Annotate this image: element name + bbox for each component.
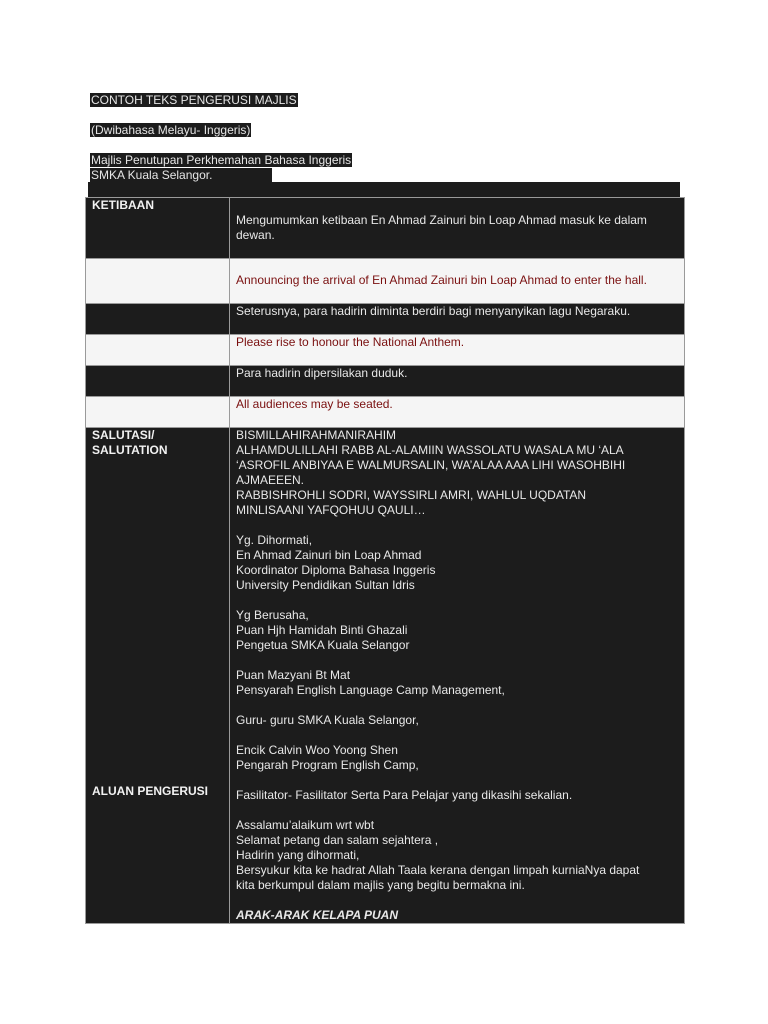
- guest-line: Fasilitator- Fasilitator Serta Para Pelajar yang dikasihi sekalian.: [236, 788, 573, 802]
- event-school-line: SMKA Kuala Selangor.: [90, 168, 272, 182]
- table-row: [86, 335, 685, 366]
- highlight-bar: [88, 182, 680, 197]
- empty-label-cell: [86, 304, 230, 335]
- doa-line: AJMAEEEN.: [236, 473, 305, 487]
- guest-line: Pensyarah English Language Camp Management,: [236, 683, 505, 697]
- empty-label-cell: [86, 259, 230, 304]
- salutation-label-en: SALUTATION: [92, 443, 168, 457]
- table-row: [86, 304, 685, 335]
- empty-label-cell: [86, 335, 230, 366]
- section-heading: ARAK-ARAK KELAPA PUAN: [236, 908, 398, 922]
- guest-line: Puan Hjh Hamidah Binti Ghazali: [236, 623, 408, 637]
- anthem-english: Please rise to honour the National Anthem.: [230, 335, 685, 366]
- guest-line: Yg Berusaha,: [236, 608, 309, 622]
- table-row: [86, 198, 685, 259]
- guest-line: Guru- guru SMKA Kuala Selangor,: [236, 713, 419, 727]
- table-row: [86, 366, 685, 397]
- guest-line: University Pendidikan Sultan Idris: [236, 578, 415, 592]
- doa-line: RABBISHROHLI SODRI, WAYSSIRLI AMRI, WAHLUL UQDATAN: [236, 488, 587, 502]
- empty-label-cell: [86, 397, 230, 428]
- ketibaan-english: Announcing the arrival of En Ahmad Zainuri bin Loap Ahmad to enter the hall.: [230, 259, 685, 304]
- label-ketibaan: KETIBAAN: [86, 198, 230, 259]
- guest-line: Yg. Dihormati,: [236, 533, 313, 547]
- guest-line: Puan Mazyani Bt Mat: [236, 668, 351, 682]
- guest-line: Koordinator Diploma Bahasa Inggeris: [236, 563, 436, 577]
- greeting-line: kita berkumpul dalam majlis yang begitu bermakna ini.: [236, 878, 525, 892]
- doa-line: MINLISAANI YAFQOHUU QAULI…: [236, 503, 426, 517]
- doa-line: ALHAMDULILLAHI RABB AL-ALAMIIN WASSOLATU WASALA MU ‘ALA: [236, 443, 624, 457]
- table-row: [86, 259, 685, 304]
- document-title: CONTOH TEKS PENGERUSI MAJLIS: [91, 93, 297, 107]
- anthem-malay: Seterusnya, para hadirin diminta berdiri bagi menyanyikan lagu Negaraku.: [230, 304, 685, 335]
- guest-line: En Ahmad Zainuri bin Loap Ahmad: [236, 548, 422, 562]
- event-name-line: Majlis Penutupan Perkhemahan Bahasa Inggeris: [91, 153, 352, 167]
- ketibaan-malay: Mengumumkan ketibaan En Ahmad Zainuri bin Loap Ahmad masuk ke dalam dewan.: [230, 198, 685, 259]
- doa-line: ‘ASROFIL ANBIYAA E WALMURSALIN, WA’ALAA AAA LIHI WASOHBIHI: [236, 458, 626, 472]
- greeting-line: Bersyukur kita ke hadrat Allah Taala kerana dengan limpah kurniaNya dapat: [236, 863, 640, 877]
- salutation-content: [230, 428, 685, 924]
- table-row: [86, 428, 685, 924]
- seated-english: All audiences may be seated.: [230, 397, 685, 428]
- seated-malay: Para hadirin dipersilakan duduk.: [230, 366, 685, 397]
- guest-line: Pengarah Program English Camp,: [236, 758, 419, 772]
- salutation-label: SALUTASI/: [92, 428, 155, 442]
- empty-label-cell: [86, 366, 230, 397]
- label-salutation-cell: [86, 428, 230, 924]
- aluan-pengerusi-label: ALUAN PENGERUSI: [92, 784, 209, 798]
- guest-line: Pengetua SMKA Kuala Selangor: [236, 638, 410, 652]
- greeting-line: Selamat petang dan salam sejahtera ,: [236, 833, 439, 847]
- doa-line: BISMILLAHIRAHMANIRAHIM: [236, 428, 397, 442]
- programme-table: [85, 197, 685, 924]
- greeting-line: Assalamu’alaikum wrt wbt: [236, 818, 375, 832]
- document-subtitle: (Dwibahasa Melayu- Inggeris): [91, 123, 251, 137]
- table-row: [86, 397, 685, 428]
- greeting-line: Hadirin yang dihormati,: [236, 848, 360, 862]
- guest-line: Encik Calvin Woo Yoong Shen: [236, 743, 398, 757]
